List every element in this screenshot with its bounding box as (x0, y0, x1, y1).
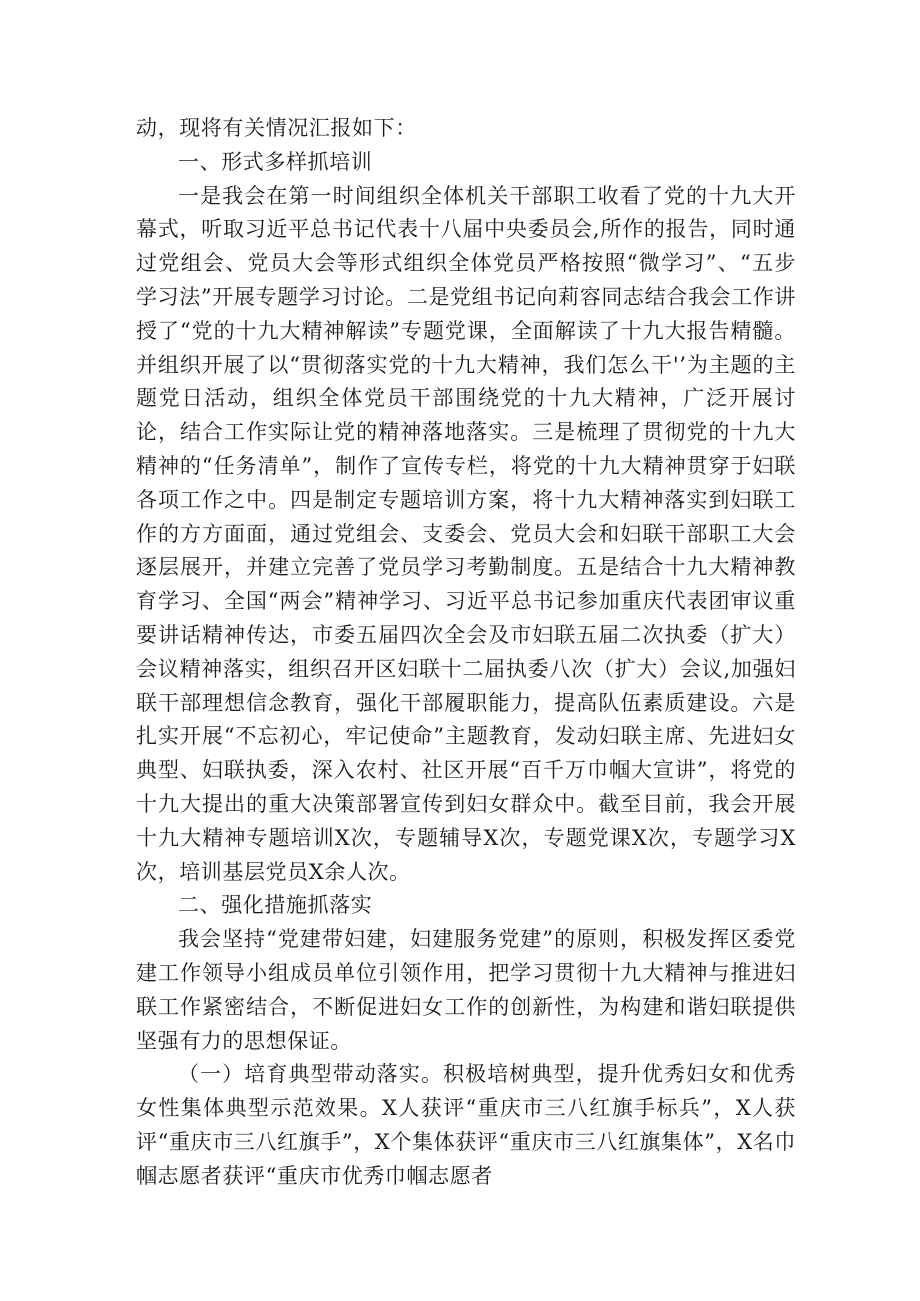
section-heading-2: 二、强化措施抓落实 (178, 893, 373, 918)
body-paragraph: 一是我会在第一时间组织全体机关干部职工收看了党的十九大开幕式，听取习近平总书记代表十八届中央委员会,所作的报告，同时通过党组会、党员大会等形式组织全体党员严格按照“微学习”、“五步学习法”开展专题学习讨论。二是党组书记向莉容同志结合我会工作讲授了“党的十九大精神解读”专题党课，全面解读了十九大报告精髓。并组织开展了以“贯彻落实党的十九大精神，我们怎么干'’为主题的主题党日活动，组织全体党员干部围绕党的十九大精神，广泛开展讨论，结合工作实际让党的精神落地落实。三是梳理了贯彻党的十九大精神的“任务清单”，制作了宣传专栏，将党的十九大精神贯穿于妇联各项工作之中。四是制定专题培训方案，将十九大精神落实到妇联工作的方方面面，通过党组会、支委会、党员大会和妇联干部职工大会逐层展开，并建立完善了党员学习考勤制度。五是结合十九大精神教育学习、全国“两会”精神学习、习近平总书记参加重庆代表团审议重要讲话精神传达，市委五届四次全会及市妇联五届二次执委（扩大）会议精神落实，组织召开区妇联十二届执委八次（扩大）会议,加强妇联干部理想信念教育，强化干部履职能力，提高队伍素质建设。六是扎实开展“不忘初心，牢记使命”主题教育，发动妇联主席、先进妇女典型、妇联执委，深入农村、社区开展“百千万巾帼大宣讲”，将党的十九大提出的重大决策部署宣传到妇女群众中。截至目前，我会开展十九大精神专题培训X次，专题辅导X次，专题党课X次，专题学习X次，培训基层党员X余人次。 (136, 183, 796, 884)
subsection-paragraph: （一）培育典型带动落实。积极培树典型，提升优秀妇女和优秀女性集体典型示范效果。X人获评“重庆市三八红旗手标兵”，X人获评“重庆市三八红旗手”，X个集体获评“重庆市三八红旗集体”，X名巾帼志愿者获评“重庆市优秀巾帼志愿者 (136, 1062, 796, 1188)
intro-line: 动，现将有关情况汇报如下： (136, 116, 417, 140)
document-body (136, 112, 796, 1194)
section-heading-1: 一、形式多样抓培训 (178, 149, 373, 174)
body-paragraph: 我会坚持“党建带妇建，妇建服务党建”的原则，积极发挥区委党建工作领导小组成员单位引领作用，把学习贯彻十九大精神与推进妇联工作紧密结合，不断促进妇女工作的创新性，为构建和谐妇联提供坚强有力的思想保证。 (136, 927, 796, 1053)
